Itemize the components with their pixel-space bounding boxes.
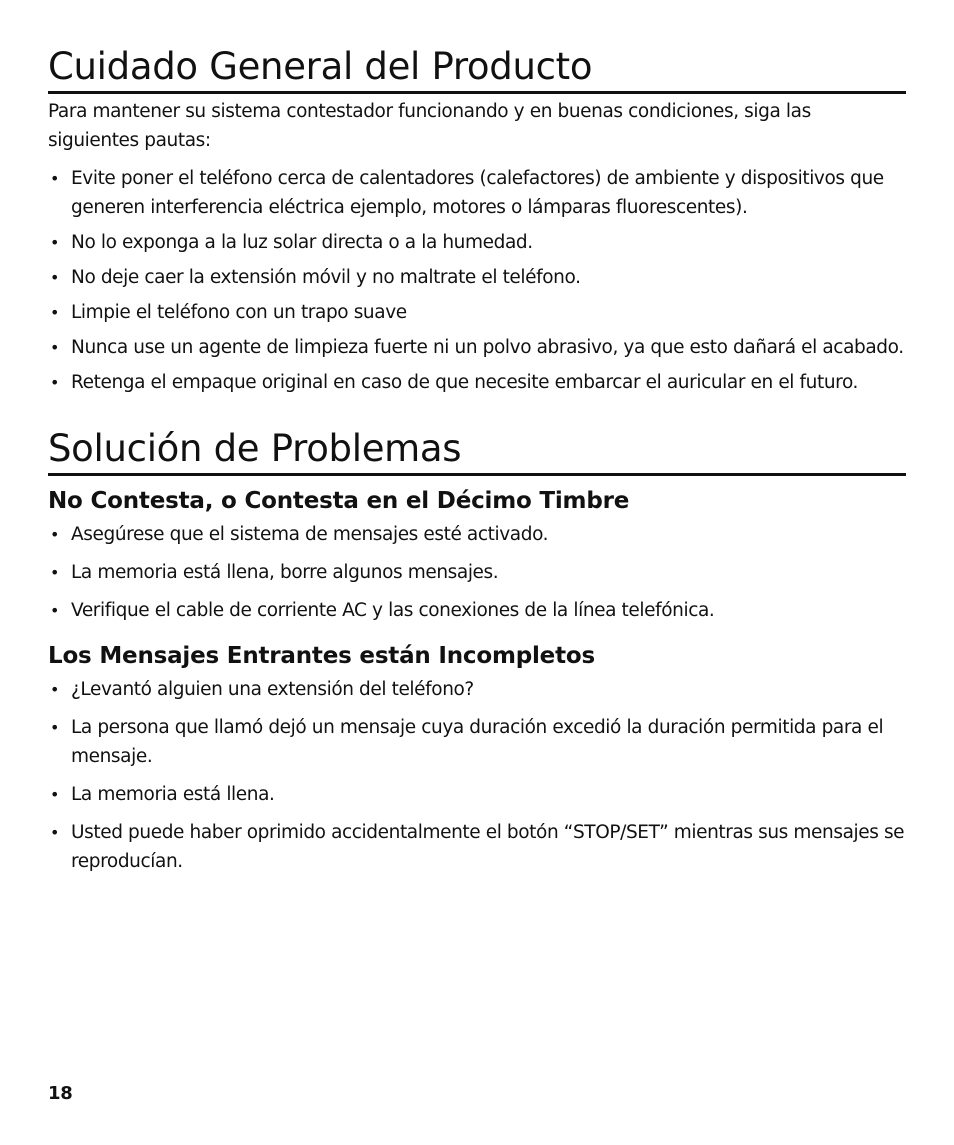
list-item [48, 596, 906, 625]
list-item [48, 164, 906, 222]
list-item-text: La persona que llamó dejó un mensaje cuya duración excedió la duración permitida para el mensaje. [71, 717, 884, 767]
list-item-text: ¿Levantó alguien una extensión del teléfono? [71, 679, 474, 700]
list-item [48, 333, 906, 362]
bullet-icon: • [50, 525, 60, 544]
incomplete-messages-heading: Los Mensajes Entrantes están Incompletos [48, 643, 595, 669]
list-item [48, 713, 906, 771]
bullet-icon: • [50, 338, 60, 357]
no-answer-heading: No Contesta, o Contesta en el Décimo Timbre [48, 488, 630, 514]
bullet-icon: • [50, 823, 60, 842]
bullet-icon: • [50, 601, 60, 620]
troubleshooting-section-title: Solución de Problemas [48, 428, 906, 476]
list-item [48, 780, 906, 809]
care-section-title: Cuidado General del Producto [48, 46, 906, 94]
bullet-icon: • [50, 680, 60, 699]
bullet-icon: • [50, 303, 60, 322]
list-item [48, 675, 906, 704]
list-item [48, 368, 906, 397]
care-intro-paragraph: Para mantener su sistema contestador funcionando y en buenas condiciones, siga las siguientes pautas: [48, 101, 811, 151]
page-number: 18 [48, 1083, 73, 1104]
bullet-icon: • [50, 233, 60, 252]
bullet-icon: • [50, 563, 60, 582]
bullet-icon: • [50, 785, 60, 804]
list-item [48, 298, 906, 327]
list-item-text: Asegúrese que el sistema de mensajes esté activado. [71, 524, 549, 545]
list-item-text: Usted puede haber oprimido accidentalmente el botón “STOP/SET” mientras sus mensajes se reproducían. [71, 822, 905, 872]
list-item [48, 228, 906, 257]
list-item [48, 263, 906, 292]
bullet-icon: • [50, 169, 60, 188]
bullet-icon: • [50, 718, 60, 737]
list-item-text: La memoria está llena. [71, 784, 275, 805]
list-item-text: Retenga el empaque original en caso de que necesite embarcar el auricular en el futuro. [71, 372, 859, 393]
list-item [48, 520, 906, 549]
bullet-icon: • [50, 268, 60, 287]
list-item [48, 558, 906, 587]
incomplete-messages-list [48, 675, 906, 885]
list-item [48, 818, 906, 876]
bullet-icon: • [50, 373, 60, 392]
list-item-text: Verifique el cable de corriente AC y las conexiones de la línea telefónica. [71, 600, 715, 621]
list-item-text: Nunca use un agente de limpieza fuerte ni un polvo abrasivo, ya que esto dañará el acabado. [71, 337, 904, 358]
list-item-text: No deje caer la extensión móvil y no maltrate el teléfono. [71, 267, 581, 288]
list-item-text: Limpie el teléfono con un trapo suave [71, 302, 407, 323]
list-item-text: Evite poner el teléfono cerca de calentadores (calefactores) de ambiente y dispositivos que generen interferencia eléctrica ejemplo, motores o lámparas fluorescentes). [71, 168, 884, 218]
list-item-text: No lo exponga a la luz solar directa o a la humedad. [71, 232, 533, 253]
no-answer-list [48, 520, 906, 634]
care-guidelines-list [48, 164, 906, 403]
list-item-text: La memoria está llena, borre algunos mensajes. [71, 562, 499, 583]
